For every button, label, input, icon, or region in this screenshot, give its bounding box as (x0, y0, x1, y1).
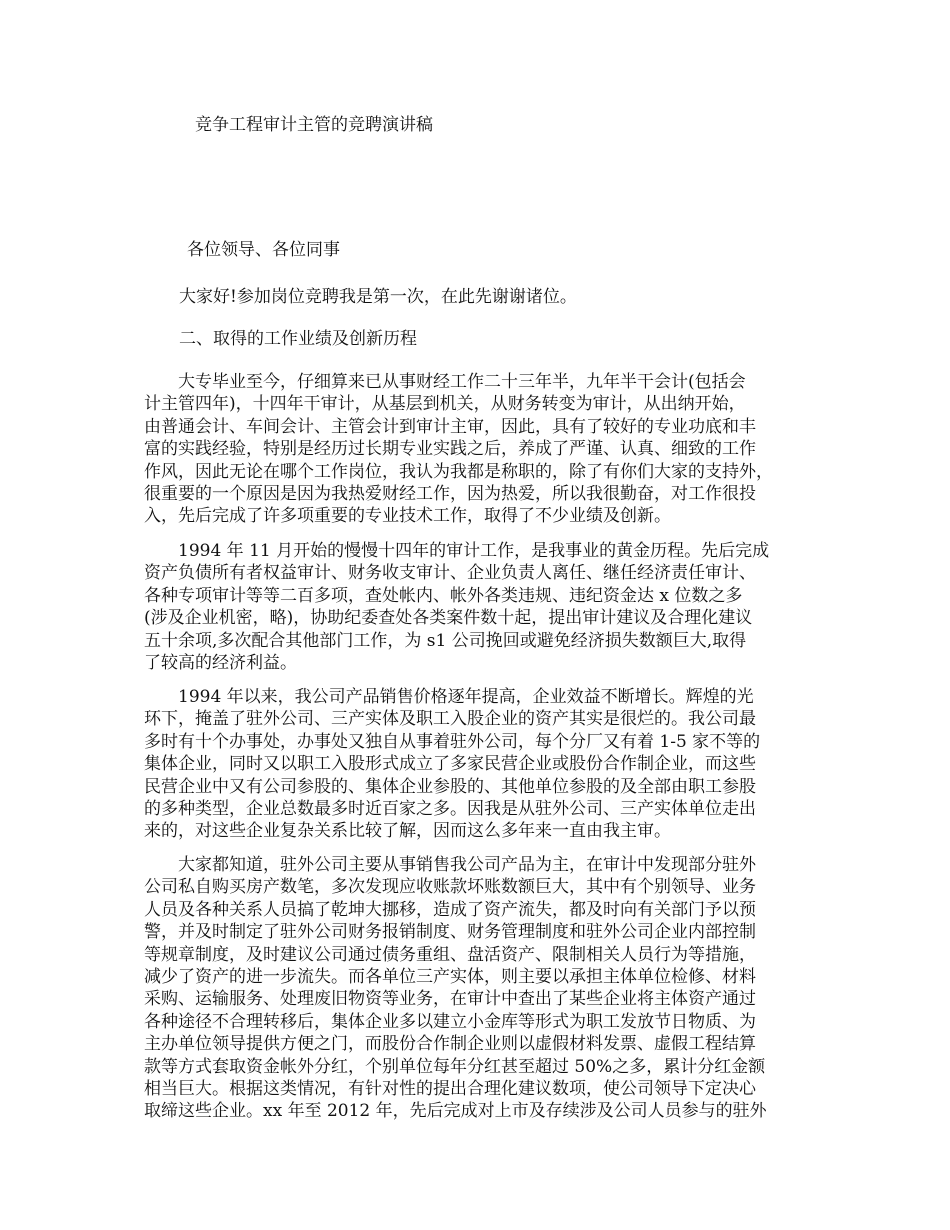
paragraph-line: 各种途径不合理转移后，集体企业多以建立小金库等形式为职工发放节日物质、为 (144, 1011, 756, 1032)
paragraph-line: 富的实践经验，特别是经历过长期专业实践之后，养成了严谨、认真、细致的工作 (144, 439, 756, 460)
paragraph-line: 取缔这些企业。xx 年至 2012 年，先后完成对上市及存续涉及公司人员参与的驻外 (144, 1101, 767, 1122)
paragraph-line: 资产负债所有者权益审计、财务收支审计、企业负责人离任、继任经济责任审计、 (144, 563, 756, 584)
paragraph-line: 采购、运输服务、处理废旧物资等业务，在审计中查出了某些企业将主体资产通过 (144, 989, 756, 1010)
paragraph-line: 来的，对这些企业复杂关系比较了解，因而这么多年来一直由我主审。 (144, 821, 671, 842)
paragraph-line: 主办单位领导提供方便之门，而股份合作制企业则以虚假材料发票、虚假工程结算 (144, 1034, 756, 1055)
body-paragraph-2 (144, 540, 824, 674)
body-paragraph-1 (144, 371, 824, 528)
paragraph-line: 警，并及时制定了驻外公司财务报销制度、财务管理制度和驻外公司企业内部控制 (144, 922, 756, 943)
paragraph-line: (涉及企业机密，略)，协助纪委查处各类案件数十起，提出审计建议及合理化建议 (144, 608, 753, 629)
paragraph-line: 作风，因此无论在哪个工作岗位，我认为我都是称职的，除了有你们大家的支持外， (144, 461, 773, 482)
paragraph-line: 五十余项,多次配合其他部门工作，为 s1 公司挽回或避免经济损失数额巨大,取得 (144, 630, 747, 651)
greeting-line: 大家好!参加岗位竞聘我是第一次，在此先谢谢诸位。 (179, 287, 577, 307)
paragraph-line: 各种专项审计等等二百多项，查处帐内、帐外各类违规、违纪资金达 x 位数之多 (144, 585, 743, 606)
paragraph-line: 1994 年以来，我公司产品销售价格逐年提高，企业效益不断增长。辉煌的光 (144, 687, 754, 707)
paragraph-line: 计主管四年)，十四年干审计，从基层到机关，从财务转变为审计，从出纳开始， (144, 394, 746, 415)
paragraph-line: 款等方式套取资金帐外分红，个别单位每年分红甚至超过 50%之多，累计分红金额 (144, 1056, 766, 1077)
paragraph-line: 民营企业中又有公司参股的、集体企业参股的、其他单位参股的及全部由职工参股 (144, 776, 756, 797)
paragraph-line: 由普通会计、车间会计、主管会计到审计主审，因此，具有了较好的专业功底和丰 (144, 416, 756, 437)
document-title: 竞争工程审计主管的竞聘演讲稿 (195, 115, 433, 135)
paragraph-line: 相当巨大。根据这类情况，有针对性的提出合理化建议数项，使公司领导下定决心 (144, 1078, 756, 1099)
paragraph-line: 大家都知道，驻外公司主要从事销售我公司产品为主，在审计中发现部分驻外 (144, 855, 756, 875)
paragraph-line: 了较高的经济利益。 (144, 652, 297, 673)
paragraph-line: 大专毕业至今，仔细算来已从事财经工作二十三年半，九年半干会计(包括会 (144, 372, 746, 392)
paragraph-line: 的多种类型，企业总数最多时近百家之多。因我是从驻外公司、三产实体单位走出 (144, 798, 756, 819)
paragraph-line: 等规章制度，及时建议公司通过债务重组、盘活资产、限制相关人员行为等措施， (144, 944, 756, 965)
section-heading: 二、取得的工作业绩及创新历程 (179, 329, 417, 349)
paragraph-line: 减少了资产的进一步流失。而各单位三产实体，则主要以承担主体单位检修、材料 (144, 966, 756, 987)
body-paragraph-4 (144, 854, 824, 1123)
paragraph-line: 1994 年 11 月开始的慢慢十四年的审计工作，是我事业的黄金历程。先后完成 (144, 541, 770, 561)
paragraph-line: 人员及各种关系人员搞了乾坤大挪移，造成了资产流失，都及时向有关部门予以预 (144, 899, 756, 920)
paragraph-line: 集体企业，同时又以职工入股形式成立了多家民营企业或股份合作制企业，而这些 (144, 754, 756, 775)
paragraph-line: 多时有十个办事处，办事处又独自从事着驻外公司，每个分厂又有着 1-5 家不等的 (144, 731, 761, 752)
paragraph-line: 环下，掩盖了驻外公司、三产实体及职工入股企业的资产其实是很烂的。我公司最 (144, 709, 756, 730)
paragraph-line: 入，先后完成了许多项重要的专业技术工作，取得了不少业绩及创新。 (144, 506, 671, 527)
paragraph-line: 很重要的一个原因是因为我热爱财经工作，因为热爱，所以我很勤奋，对工作很投 (144, 483, 756, 504)
paragraph-line: 公司私自购买房产数笔，多次发现应收账款坏账数额巨大，其中有个别领导、业务 (144, 877, 756, 898)
salutation: 各位领导、各位同事 (187, 240, 340, 260)
body-paragraph-3 (144, 686, 824, 843)
